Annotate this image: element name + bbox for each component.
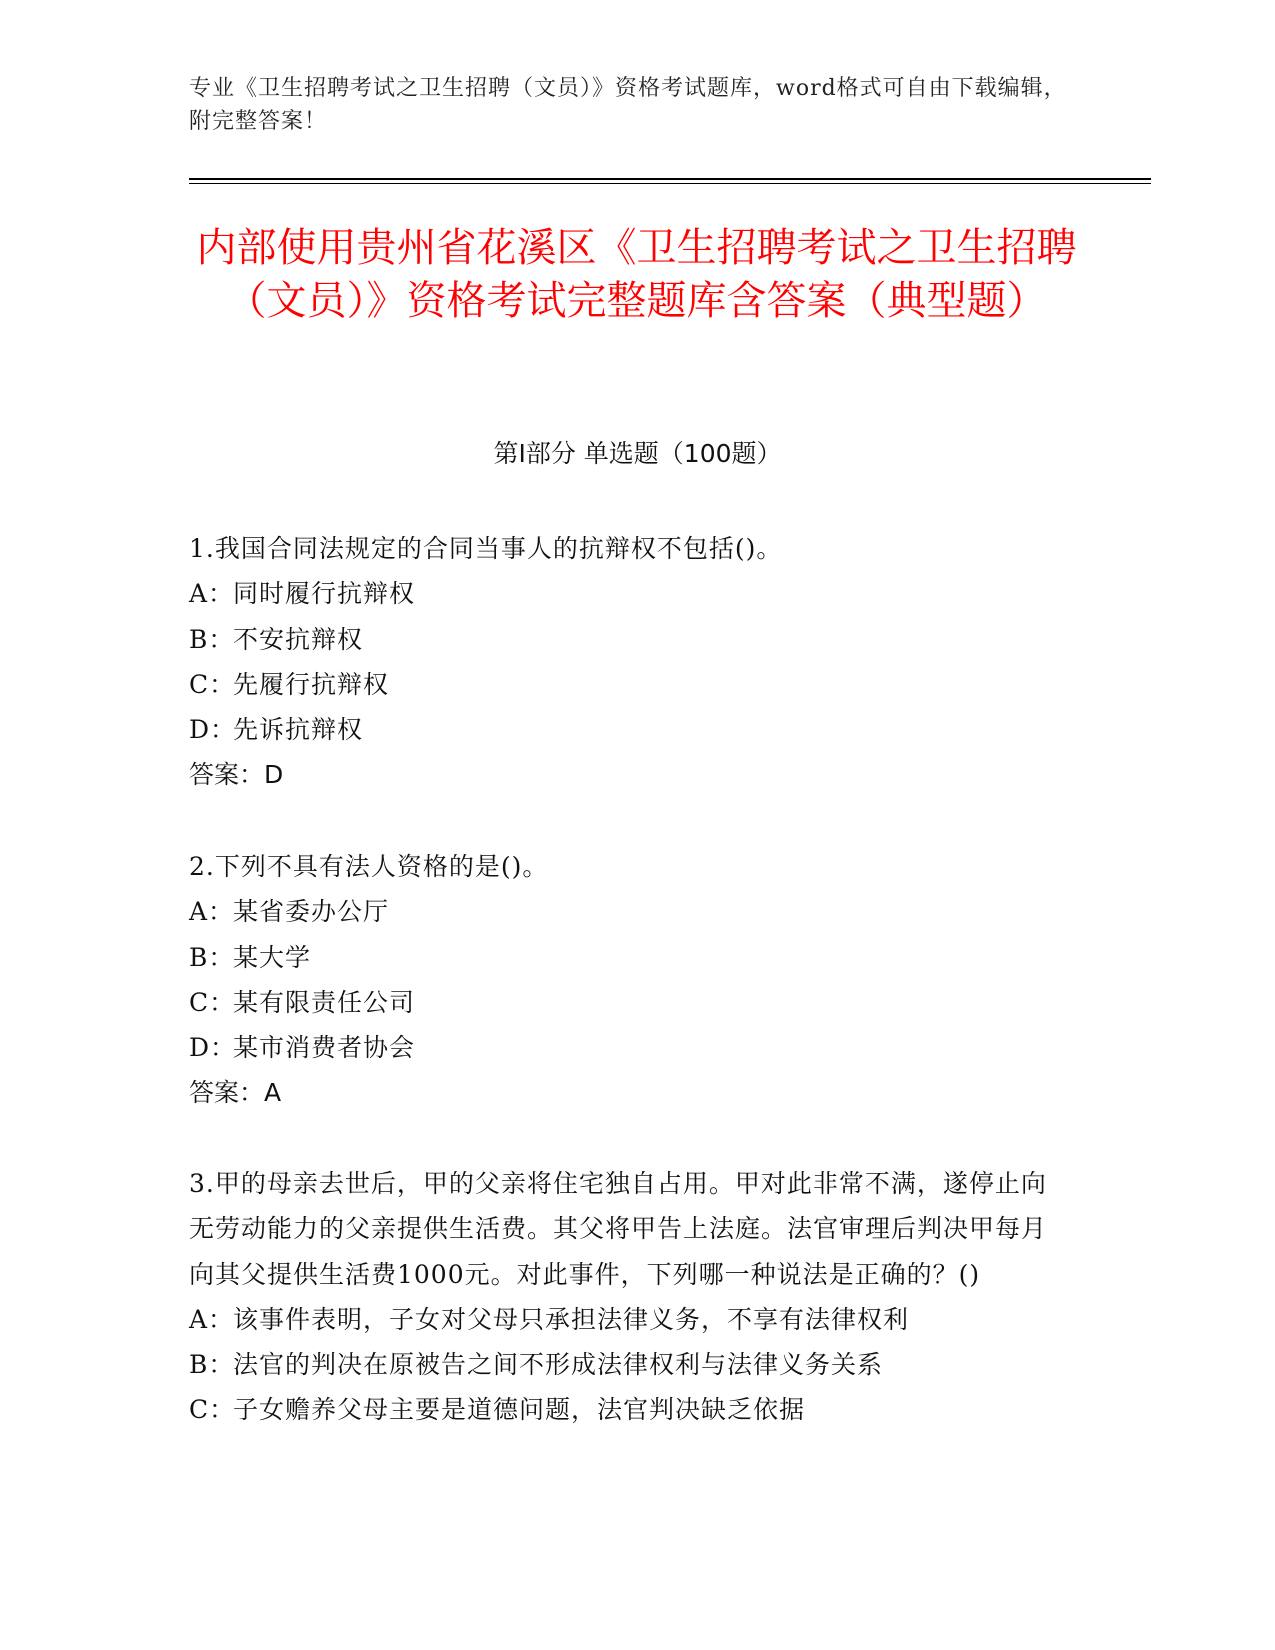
question-1 [189,526,1069,798]
option-d [189,1025,1069,1070]
option-text: 某省委办公厅 [233,897,390,927]
option-c [189,662,1069,707]
header-divider-thick [189,178,1151,180]
option-key: A： [189,1304,235,1334]
option-key: C： [189,669,236,699]
question-2 [189,844,1069,1116]
option-key: B： [189,624,235,654]
option-text: 某大学 [233,942,312,972]
option-text: 先诉抗辩权 [233,715,364,745]
option-b [189,1342,1069,1387]
header-divider-thin [189,183,1151,184]
option-text: 同时履行抗辩权 [233,579,416,609]
option-text: 不安抗辩权 [233,624,364,654]
section-heading: 第I部分 单选题（100题） [493,439,782,468]
option-key: A： [189,579,235,609]
option-text: 法官的判决在原被告之间不形成法律权利与法律义务关系 [233,1350,884,1380]
header-note: 专业《卫生招聘考试之卫生招聘（文员）》资格考试题库，word格式可自由下载编辑，附完整答案！ [189,76,1067,134]
option-text: 该事件表明，子女对父母只承担法律义务，不享有法律权利 [233,1304,910,1334]
option-d [189,707,1069,752]
option-key: B： [189,1350,235,1380]
option-a [189,1297,1069,1342]
option-text: 某有限责任公司 [233,987,416,1017]
question-stem: 3.甲的母亲去世后，甲的父亲将住宅独自占用。甲对此非常不满，遂停止向无劳动能力的父亲提供生活费。其父将甲告上法庭。法官审理后判决甲每月向其父提供生活费1000元。对此事件，下列哪一种说法是正确的？() [189,1169,1048,1289]
question-3 [189,1161,1069,1433]
option-a [189,889,1069,934]
option-key: C： [189,987,236,1017]
option-key: D： [189,1033,237,1063]
document-title: 内部使用贵州省花溪区《卫生招聘考试之卫生招聘（文员）》资格考试完整题库含答案（典型题） [196,225,1077,324]
question-stem: 1.我国合同法规定的合同当事人的抗辩权不包括()。 [189,534,783,563]
option-b [189,935,1069,980]
option-b [189,617,1069,662]
option-c [189,1387,1069,1432]
option-text: 先履行抗辩权 [233,669,390,699]
option-text: 子女赡养父母主要是道德问题，法官判决缺乏依据 [233,1395,806,1425]
option-key: B： [189,942,235,972]
answer-label: 答案：D [189,760,284,790]
option-key: D： [189,715,237,745]
option-text: 某市消费者协会 [233,1033,416,1063]
question-stem: 2.下列不具有法人资格的是()。 [189,852,549,881]
option-key: C： [189,1395,236,1425]
option-a [189,571,1069,616]
option-key: A： [189,897,235,927]
option-c [189,980,1069,1025]
answer-label: 答案：A [189,1078,282,1108]
